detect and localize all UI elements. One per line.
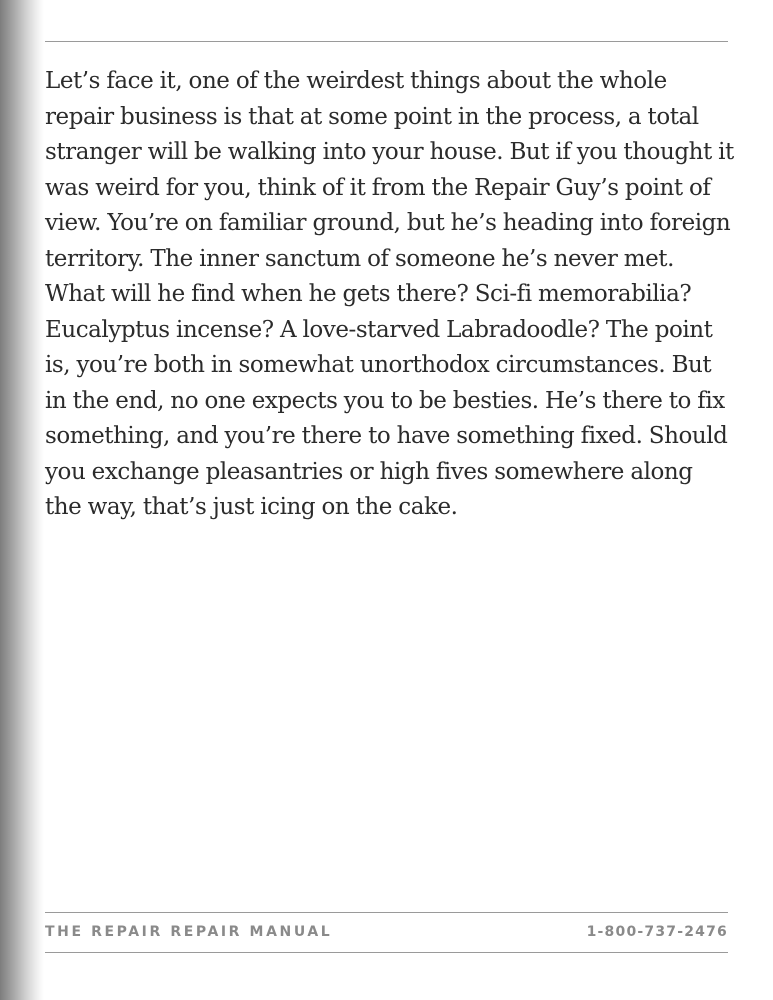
spine-shadow bbox=[0, 0, 44, 1000]
footer-bottom-rule bbox=[45, 952, 728, 953]
footer-phone-number: 1-800-737-2476 bbox=[586, 924, 728, 940]
footer-book-title: THE REPAIR REPAIR MANUAL bbox=[45, 924, 333, 940]
footer-top-rule bbox=[45, 912, 728, 913]
body-paragraph: Let’s face it, one of the weirdest things about the whole repair business is that at some point in the process, a total stranger will be walking into your house. But if you thought it was weird for you, think of it from the Repair Guy’s point of view. You’re on familiar ground, but he’s heading into foreign territory. The inner sanctum of someone he’s never met. What will he find when he gets there? Sci-fi memorabilia? Eucalyptus incense? A love-starved Labradoodle? The point is, you’re both in somewhat unorthodox circumstances. But in the end, no one expects you to be besties. He’s there to fix something, and you’re there to have something fixed. Should you exchange pleasantries or high fives somewhere along the way, that’s just icing on the cake. bbox=[45, 68, 734, 520]
top-rule bbox=[45, 41, 728, 42]
